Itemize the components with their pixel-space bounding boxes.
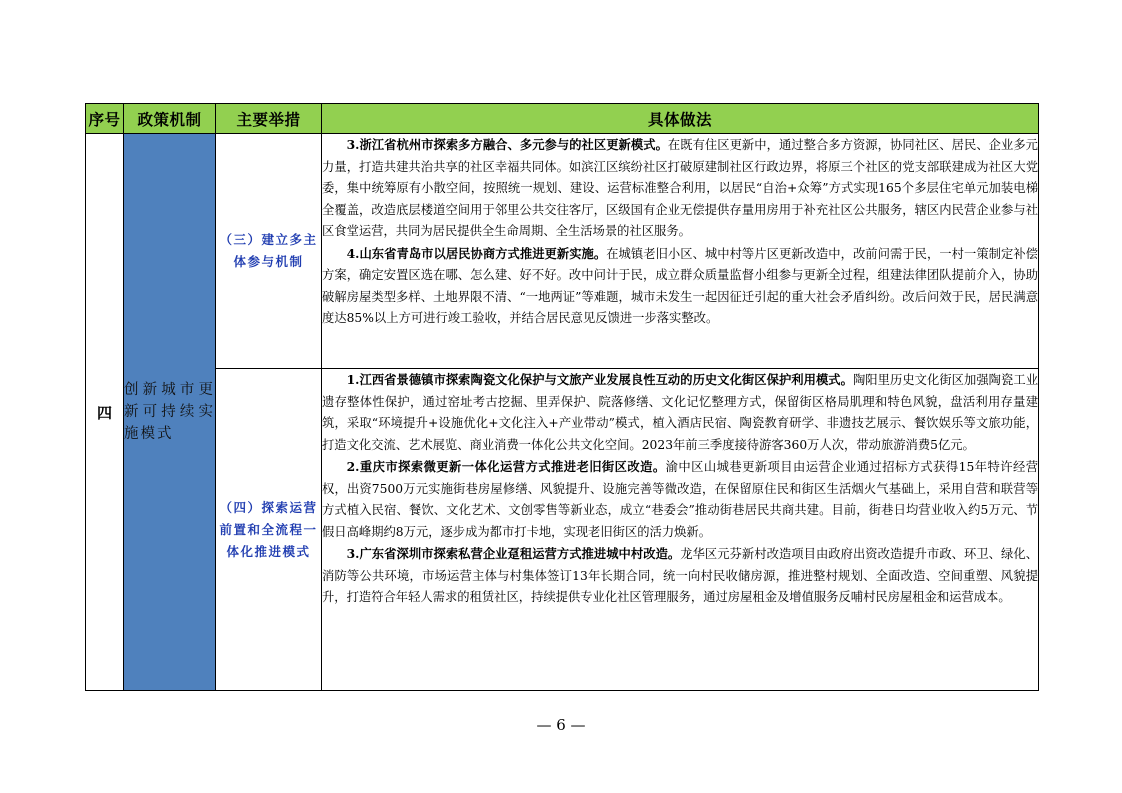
measure-4: （四）探索运营前置和全流程一体化推进模式: [216, 369, 322, 691]
policy-table: [85, 103, 1039, 691]
detail-item-title: 3.浙江省杭州市探索多方融合、多元参与的社区更新模式。: [346, 137, 668, 152]
detail-item-body: 渝中区山城巷更新项目由运营企业通过招标方式获得15年特许经营权，出资7500万元实施街巷房屋修缮、风貌提升、设施完善等微改造，在保留原住民和街区生活烟火气基础上，采用自营和联营等方式植入民宿、餐饮、文化艺术、文创零售等新业态，成立“巷委会”推动街巷居民共商共建。目前，街巷日均营业收入约5万元、节假日高峰期约8万元，逐步成为都市打卡地，实现老旧街区的活力焕新。: [322, 460, 1039, 539]
detail-item-title: 3.广东省深圳市探索私营企业趸租运营方式推进城中村改造。: [346, 546, 681, 561]
row-mechanism: 创新城市更新可持续实施模式: [124, 134, 216, 691]
detail-item: [322, 369, 1038, 456]
table-row: [86, 369, 1039, 691]
detail-item-title: 2.重庆市探索微更新一体化运营方式推进老旧街区改造。: [346, 459, 666, 474]
header-detail: 具体做法: [322, 104, 1039, 134]
header-measure: 主要举措: [216, 104, 322, 134]
row-seq: 四: [86, 134, 124, 691]
detail-item-body: 在既有住区更新中，通过整合多方资源，协同社区、居民、企业多元力量，打造共建共治共享的社区幸福共同体。如滨江区缤纷社区打破原建制社区行政边界，将原三个社区的党支部联建成为社区大党委，集中统筹原有小散空间，按照统一规划、建设、运营标准整合利用，以居民“自治+众筹”方式实现165个多层住宅单元加装电梯全覆盖，改造底层楼道空间用于邻里公共交往客厅，区级国有企业无偿提供存量用房用于补充社区公共服务，辖区内民营企业参与社区食堂运营，共同为居民提供全生命周期、全生活场景的社区服务。: [322, 138, 1038, 238]
detail-item: [322, 134, 1038, 243]
detail-cell-3: [322, 134, 1039, 369]
measure-3: （三）建立多主体参与机制: [216, 134, 322, 369]
detail-cell-4: [322, 369, 1039, 691]
detail-item-title: 4.山东省青岛市以居民协商方式推进更新实施。: [346, 245, 607, 261]
detail-item-body: 龙华区元芬新村改造项目由政府出资改造提升市政、环卫、绿化、消防等公共环境，市场运营主体与村集体签订13年长期合同，统一向村民收储房源，推进整村规划、全面改造、空间重塑、风貌提升，打造符合年轻人需求的租赁社区，持续提供专业化社区管理服务，通过房屋租金及增值服务反哺村民房屋租金和运营成本。: [322, 547, 1038, 604]
detail-item: [322, 456, 1038, 543]
detail-item-body: 在城镇老旧小区、城中村等片区更新改造中，改前问需于民，一村一策制定补偿方案，确定安置区选在哪、怎么建、好不好。改中问计于民，成立群众质量监督小组参与更新全过程，组建法律团队提前介入，协助破解房屋类型多样、土地界限不清、“一地两证”等难题，城市未发生一起因征迁引起的重大社会矛盾纠纷。改后问效于民，居民满意度达85%以上方可进行竣工验收，并结合居民意见反馈进一步落实整改。: [322, 246, 1038, 325]
header-mechanism: 政策机制: [124, 104, 216, 134]
detail-item-body: 陶阳里历史文化街区加强陶瓷工业遗存整体性保护，通过窑址考古挖掘、里弄保护、院落修缮、文化记忆整理方式，保留街区格局肌理和特色风貌，盘活利用存量建筑，采取“环境提升+设施优化+文化注入+产业带动”模式，植入酒店民宿、陶瓷教育研学、非遗技艺展示、餐饮娱乐等文旅功能，打造文化交流、艺术展览、商业消费一体化公共文化空间。2023年前三季度接待游客360万人次，带动旅游消费5亿元。: [322, 373, 1038, 452]
table-row: [86, 134, 1039, 369]
detail-item: [322, 243, 1038, 330]
detail-item-title: 1.江西省景德镇市探索陶瓷文化保护与文旅产业发展良性互动的历史文化街区保护利用模式。: [346, 372, 853, 387]
detail-item: [322, 543, 1038, 609]
page-number: — 6 —: [536, 716, 586, 734]
header-row: [86, 104, 1039, 134]
header-seq: 序号: [86, 104, 124, 134]
